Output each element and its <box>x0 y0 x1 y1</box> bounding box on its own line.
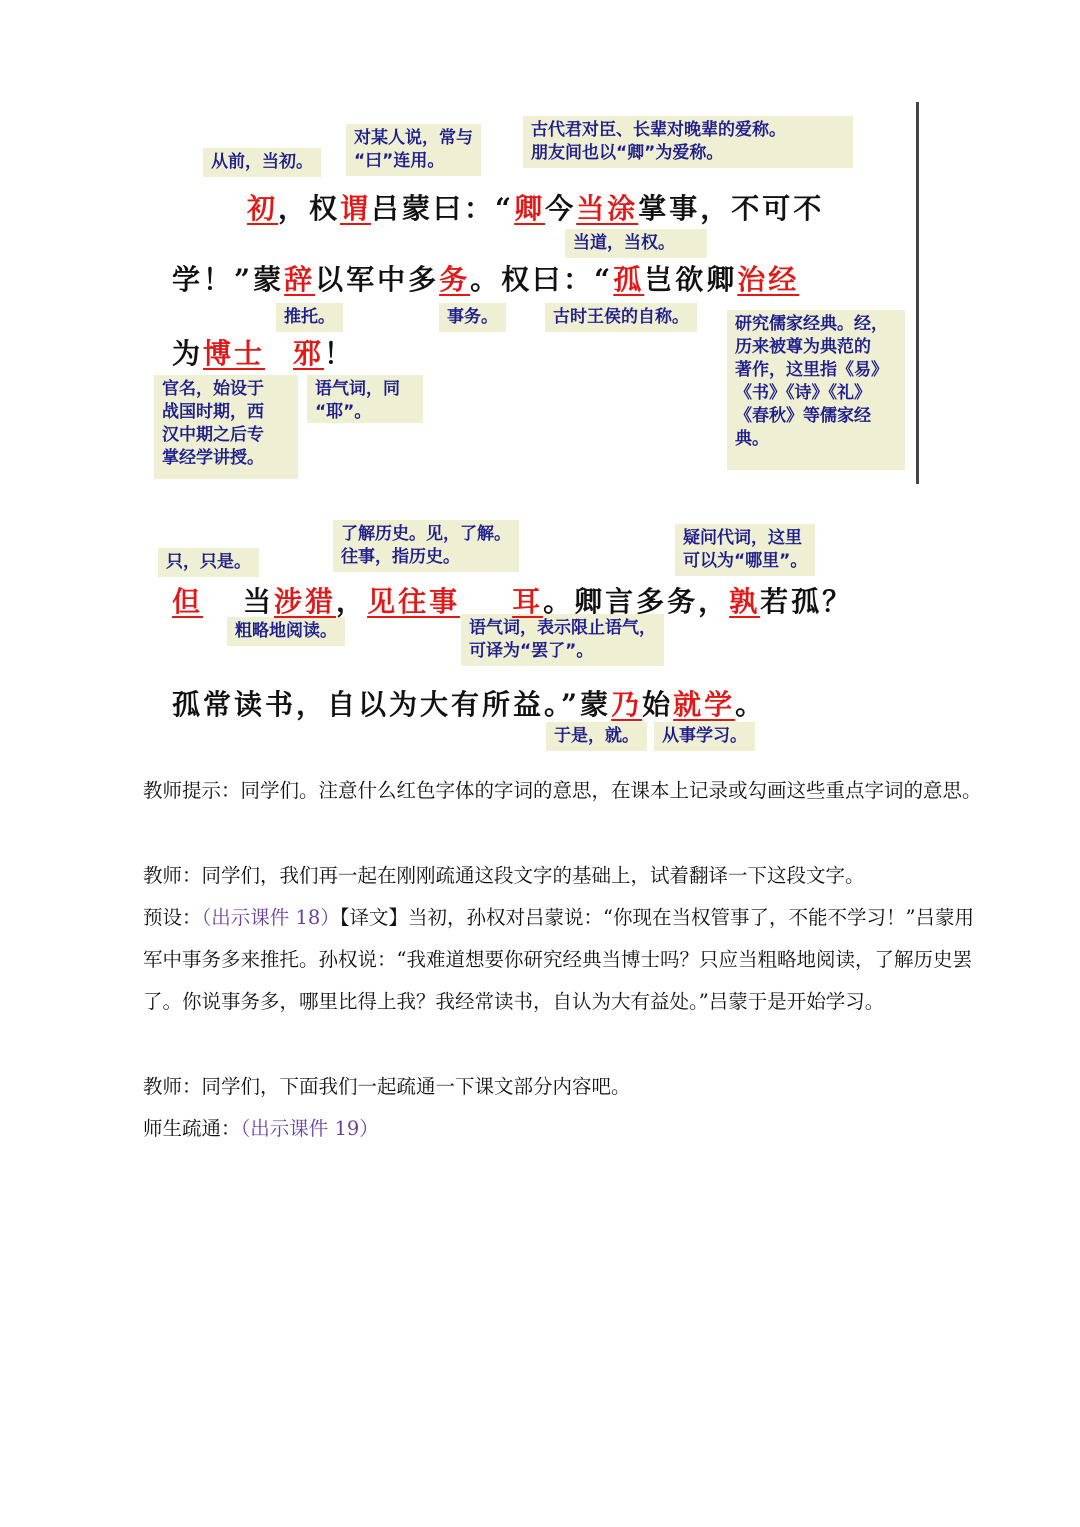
keyword-boshi: 博士 <box>203 337 266 370</box>
keyword-zhijing: 治经 <box>737 263 800 296</box>
note-wei: 对某人说，常与 “曰”连用。 <box>346 124 481 176</box>
keyword-ye: 邪 <box>293 337 325 370</box>
slide-divider <box>916 102 919 484</box>
keyword-shelie: 涉猎 <box>274 585 337 618</box>
text: 。卿言多务， <box>543 585 730 618</box>
classical-line-1 <box>247 192 824 226</box>
keyword-jianwangshi: 见往事 <box>367 585 461 618</box>
teacher-paragraph-next <box>105 1066 985 1108</box>
paragraph-text <box>105 897 985 1023</box>
courseware-ref-19: （出示课件 19） <box>240 1117 379 1140</box>
note-ci: 推托。 <box>276 303 343 332</box>
keyword-qing: 卿 <box>514 192 546 225</box>
slide-image <box>0 0 1080 760</box>
text: 为 <box>172 337 204 370</box>
text: 孤常读书，自以为大有所益。”蒙 <box>172 688 612 721</box>
paragraph-text: 教师提示：同学们。注意什么红色字体的字词的意思，在课本上记录或勾画这些重点字词的意思。 <box>143 779 982 802</box>
text: 掌事，不可不 <box>638 192 825 225</box>
text: 始 <box>642 688 674 721</box>
classical-line-4 <box>172 585 853 619</box>
note-jianwangshi: 了解历史。见，了解。 往事，指历史。 <box>333 520 519 572</box>
text: 。权曰：“ <box>470 263 614 296</box>
teacher-hint-paragraph <box>105 770 985 812</box>
note-dangtu: 当道，当权。 <box>565 229 707 258</box>
paragraph-text <box>105 1108 985 1150</box>
note-boshi: 官名，始设于 战国时期，西 汉中期之后专 掌经学讲授。 <box>154 375 298 479</box>
keyword-er: 耳 <box>512 585 544 618</box>
text: 今 <box>545 192 577 225</box>
note-shelie: 粗略地阅读。 <box>227 617 345 646</box>
keyword-jiuxue: 就学 <box>673 688 736 721</box>
translation-body: 【译文】当初，孙权对吕蒙说：“你现在当权管事了，不能不学习！”吕蒙用军中事务多来推托。孙权说：“我难道想要你研究经典当博士吗？只应当粗略地阅读，了解历史罢了。你说事务多，哪里比得上我？我经常读书，自认为大有益处。”吕蒙于是开始学习。 <box>143 906 974 1013</box>
note-zhijing: 研究儒家经典。经， 历来被尊为典范的 著作，这里指《易》 《书》《诗》《礼》 《春秋》等儒家经 典。 <box>727 310 905 470</box>
keyword-shu: 孰 <box>729 585 761 618</box>
note-jiuxue: 从事学习。 <box>654 722 755 751</box>
note-shu: 疑问代词，这里 可以为“哪里”。 <box>675 524 815 576</box>
note-dan: 只，只是。 <box>158 548 259 577</box>
keyword-dan: 但 <box>172 585 204 618</box>
text: 岂欲卿 <box>644 263 738 296</box>
courseware-ref-18: （出示课件 18） <box>201 906 340 929</box>
text: ， <box>336 585 368 618</box>
text: 当 <box>243 585 275 618</box>
note-wu: 事务。 <box>439 303 506 332</box>
classical-line-3 <box>172 337 355 371</box>
teacher-paragraph-translate <box>105 855 985 897</box>
paragraph-text: 教师：同学们，我们再一起在刚刚疏通这段文字的基础上，试着翻译一下这段文字。 <box>143 864 865 887</box>
keyword-ci: 辞 <box>284 263 316 296</box>
keyword-wei: 谓 <box>340 192 372 225</box>
classical-line-5 <box>172 688 766 722</box>
preset-label: 预设： <box>143 906 202 929</box>
text: 。 <box>735 688 767 721</box>
text: ，权 <box>278 192 341 225</box>
note-nai: 于是，就。 <box>546 722 647 751</box>
keyword-wu: 务 <box>439 263 471 296</box>
classical-line-2 <box>172 263 799 297</box>
preset-translation-paragraph <box>105 897 985 1023</box>
keyword-chu: 初 <box>247 192 279 225</box>
keyword-nai: 乃 <box>611 688 643 721</box>
text: ！ <box>324 337 356 370</box>
note-chu: 从前，当初。 <box>203 148 321 177</box>
paragraph-text: 教师：同学们，下面我们一起疏通一下课文部分内容吧。 <box>143 1075 631 1098</box>
note-gu: 古时王侯的自称。 <box>545 303 697 332</box>
note-er: 语气词，表示限止语气， 可译为“罢了”。 <box>461 614 664 666</box>
text: 学！”蒙 <box>172 263 285 296</box>
text: 若孤？ <box>760 585 854 618</box>
keyword-dangtu: 当涂 <box>576 192 639 225</box>
note-qing: 古代君对臣、长辈对晚辈的爱称。 朋友间也以“卿”为爱称。 <box>523 116 853 168</box>
joint-label: 师生疏通： <box>143 1117 241 1140</box>
keyword-gu: 孤 <box>613 263 645 296</box>
text: 吕蒙曰：“ <box>371 192 515 225</box>
text: 以军中多 <box>315 263 440 296</box>
note-ye: 语气词，同 “耶”。 <box>307 375 423 423</box>
joint-reading-paragraph <box>105 1108 985 1150</box>
